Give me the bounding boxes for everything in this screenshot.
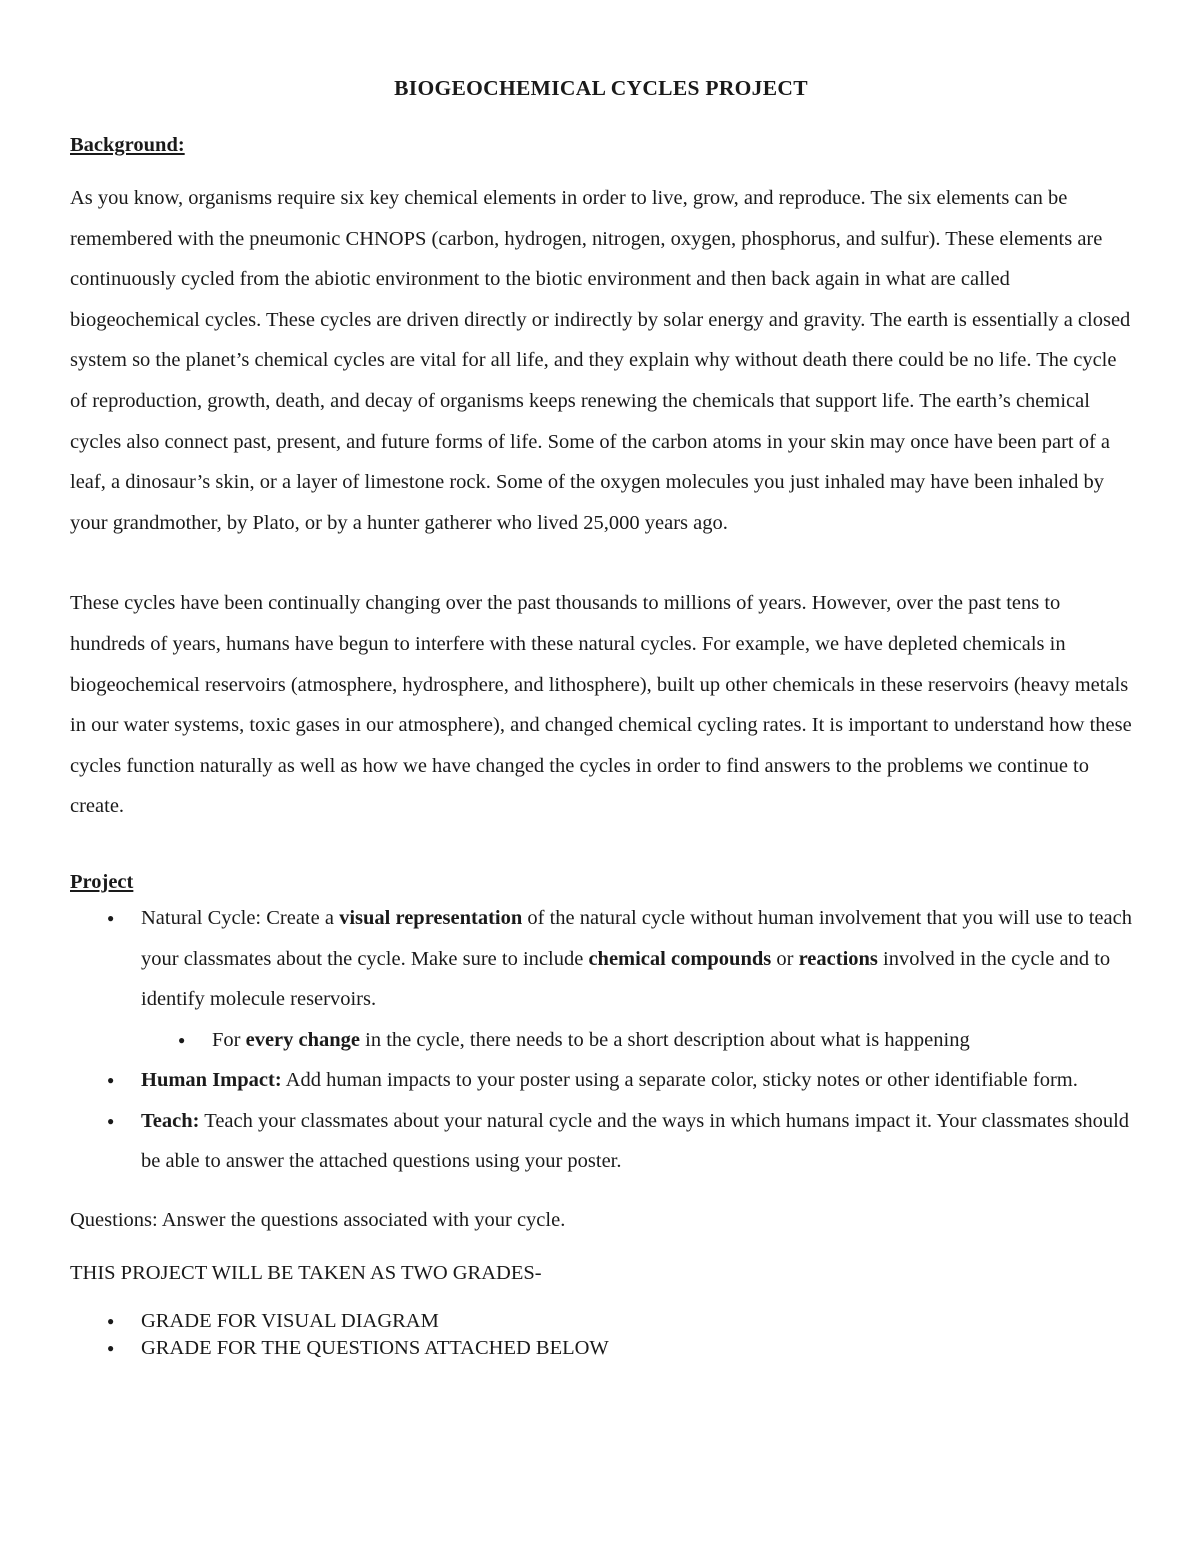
background-paragraph-1: As you know, organisms require six key chemical elements in order to live, grow, and reproduce. The six elements can be remembered with the pneumonic CHNOPS (carbon, hydrogen, nitrogen, oxygen, phosphorus, and sulfur). These elements are continuously cycled from the abiotic environment to the biotic environment and then back again in what are called biogeochemical cycles. These cycles are driven directly or indirectly by solar energy and gravity. The earth is essentially a closed system so the planet’s chemical cycles are vital for all life, and they explain why without death there could be no life. The cycle of reproduction, growth, death, and decay of organisms keeps renewing the chemicals that support life. The earth’s chemical cycles also connect past, present, and future forms of life. Some of the carbon atoms in your skin may once have been part of a leaf, a dinosaur’s skin, or a layer of limestone rock. Some of the oxygen molecules you just inhaled may have been inhaled by your grandmother, by Plato, or by a hunter gatherer who lived 25,000 years ago. bbox=[70, 187, 1131, 534]
grade-label: GRADE FOR VISUAL DIAGRAM bbox=[141, 1310, 439, 1333]
item-text: in the cycle, there needs to be a short description about what is happening bbox=[360, 1028, 970, 1051]
list-item-every-change bbox=[70, 1020, 1132, 1061]
item-text: of the natural cycle without human involvement that you will use to teach your classmates about the cycle. Make sure to include bbox=[141, 906, 1132, 970]
document-title: BIOGEOCHEMICAL CYCLES PROJECT bbox=[394, 76, 808, 100]
list-item-grade bbox=[70, 1335, 1132, 1362]
list-item-natural-cycle bbox=[70, 898, 1132, 1020]
grade-label: GRADE FOR THE QUESTIONS ATTACHED BELOW bbox=[141, 1337, 609, 1360]
item-text: Teach your classmates about your natural cycle and the ways in which humans impact it. Your classmates should be able to answer the attached questions using your poster. bbox=[141, 1109, 1130, 1173]
list-item-human-impact bbox=[70, 1060, 1132, 1101]
item-text: or bbox=[771, 947, 799, 970]
project-heading: Project bbox=[70, 870, 134, 893]
bullet-icon: ● bbox=[107, 1314, 115, 1329]
item-emphasis: chemical compounds bbox=[588, 947, 772, 970]
questions-instruction: Questions: Answer the questions associated with your cycle. bbox=[70, 1209, 566, 1232]
item-text: For bbox=[212, 1028, 246, 1051]
item-emphasis: Teach: bbox=[141, 1109, 200, 1132]
bullet-icon: ● bbox=[107, 1341, 115, 1356]
grades-list bbox=[70, 1308, 1132, 1362]
list-item-teach bbox=[70, 1101, 1132, 1182]
item-emphasis: reactions bbox=[798, 947, 878, 970]
item-emphasis: Human Impact: bbox=[141, 1069, 282, 1092]
bullet-icon: ● bbox=[107, 1073, 115, 1088]
bullet-icon: ● bbox=[178, 1032, 186, 1047]
document-page bbox=[70, 72, 1132, 1362]
list-item-grade bbox=[70, 1308, 1132, 1335]
background-heading: Background: bbox=[70, 134, 185, 156]
item-emphasis: visual representation bbox=[339, 906, 523, 929]
bullet-icon: ● bbox=[107, 1113, 115, 1128]
item-text: involved in the cycle and to identify molecule reservoirs. bbox=[141, 947, 1111, 1011]
bullet-icon: ● bbox=[107, 910, 115, 925]
background-paragraph-2: These cycles have been continually changing over the past thousands to millions of years. However, over the past tens to hundreds of years, humans have begun to interfere with these natural cycles. For example, we have depleted chemicals in biogeochemical reservoirs (atmosphere, hydrosphere, and lithosphere), built up other chemicals in these reservoirs (heavy metals in our water systems, toxic gases in our atmosphere), and changed chemical cycling rates. It is important to understand how these cycles function naturally as well as how we have changed the cycles in order to find answers to the problems we continue to create. bbox=[70, 592, 1132, 818]
item-emphasis: every change bbox=[245, 1028, 361, 1051]
project-requirements-list bbox=[70, 898, 1132, 1182]
item-text: Natural Cycle: Create a bbox=[141, 906, 340, 929]
grades-title: THIS PROJECT WILL BE TAKEN AS TWO GRADES- bbox=[70, 1262, 542, 1285]
item-text: Add human impacts to your poster using a separate color, sticky notes or other identifiable form. bbox=[281, 1069, 1078, 1092]
